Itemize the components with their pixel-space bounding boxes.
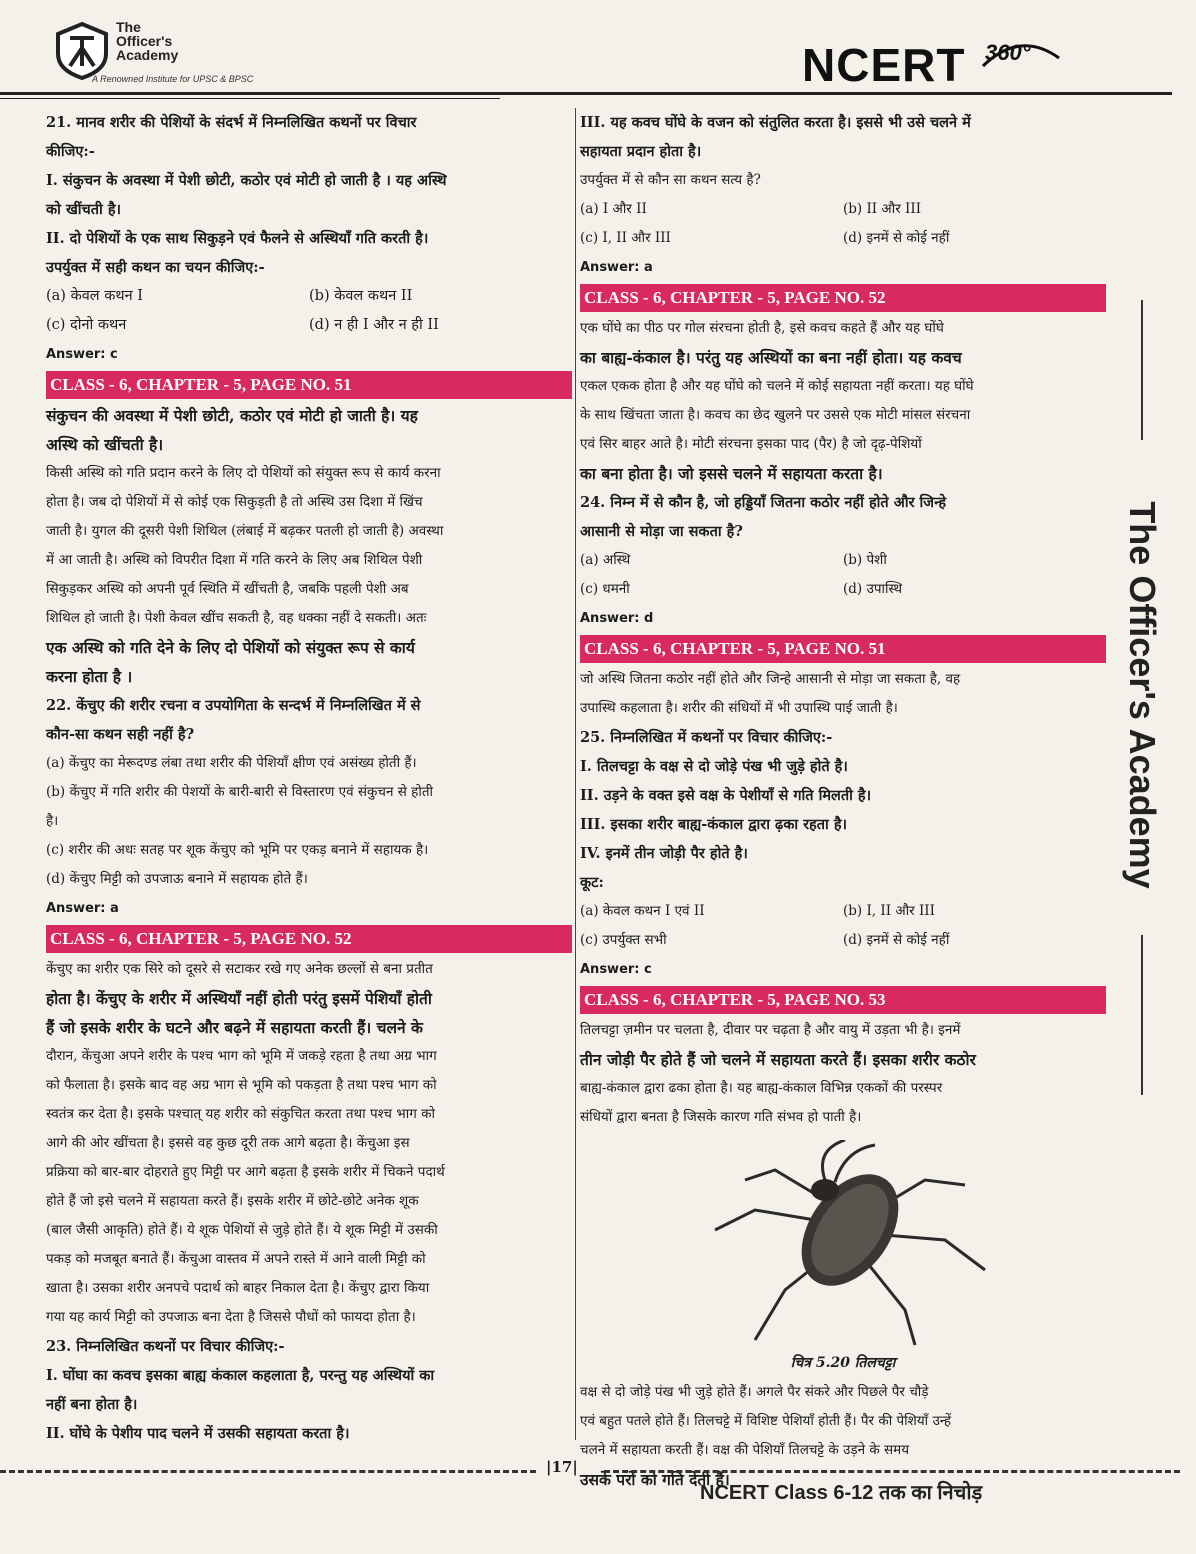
logo-line-3: Academy xyxy=(116,47,179,63)
option: (c) उपर्युक्त सभी xyxy=(580,932,667,948)
figure-caption: चित्र 5.20 तिलचट्टा xyxy=(790,1355,896,1371)
explanation-line: गया यह कार्य मिट्टी को उपजाऊ बना देता है जिससे पौधों को फायदा होता है। xyxy=(46,1309,416,1325)
footer-dash-left xyxy=(0,1470,536,1473)
q25-answer: Answer: c xyxy=(580,962,652,977)
explanation-line: जो अस्थि जितना कठोर नहीं होते और जिन्हे आसानी से मोड़ा जा सकता है, वह xyxy=(580,671,961,687)
logo-line-2: Officer's xyxy=(116,33,173,49)
option: (d) उपास्थि xyxy=(843,581,903,597)
explanation-line: बाह्य-कंकाल द्वारा ढका होता है। यह बाह्य-कंकाल विभिन्न एककों की परस्पर xyxy=(580,1080,943,1096)
option: (c) शरीर की अधः सतह पर शूक केंचुए को भूमि पर एकड़ बनाने में सहायक है। xyxy=(46,842,429,858)
academy-logo xyxy=(52,20,112,80)
explanation-line: एकल एकक होता है और यह घोंघे को चलने में कोई सहायता नहीं करता। यह घोंघे xyxy=(580,378,974,394)
explanation-line: उपास्थि कहलाता है। शरीर की संधियों में भी उपास्थि पाई जाती है। xyxy=(580,700,898,716)
explanation-line: पकड़ को मजबूत बनाते हैं। केंचुआ वास्तव में अपने रास्ते में आने वाली मिट्टी को xyxy=(46,1251,426,1267)
q25-line: 25. निम्नलिखित में कथनों पर विचार कीजिए:- xyxy=(580,729,833,746)
page-number: |17| xyxy=(546,1458,578,1476)
column-divider xyxy=(575,108,576,1440)
explanation-line: तिलचट्टा ज़मीन पर चलता है, दीवार पर चढ़ता है और वायु में उड़ता भी है। इनमें xyxy=(580,1022,961,1038)
explanation-block xyxy=(580,314,1106,488)
q23-line: 23. निम्नलिखित कथनों पर विचार कीजिए:- xyxy=(46,1338,285,1355)
q25-line: III. इसका शरीर बाह्य-कंकाल द्वारा ढ़का रहता है। xyxy=(580,816,848,833)
side-rule-bottom xyxy=(1141,935,1143,1095)
explanation-line: आगे की ओर खींचता है। इससे वह कुछ दूरी तक आगे बढ़ता है। केंचुआ इस xyxy=(46,1135,410,1151)
q24-line: 24. निम्न में से कौन है, जो हड्डियाँ जितना कठोर नहीं होते और जिन्हे xyxy=(580,494,947,511)
option: (b) केवल कथन II xyxy=(309,288,413,304)
explanation-line: चलने में सहायता करती हैं। वक्ष की पेशियाँ तिलचट्टे के उड़ने के समय xyxy=(580,1442,910,1458)
q23-line: नहीं बना होता है। xyxy=(46,1396,138,1413)
q23-answer: Answer: a xyxy=(580,260,653,275)
q25-line: II. उड़ने के वक्त इसे वक्ष के पेशीयाँ से गति मिलती है। xyxy=(580,787,872,804)
q21-line: को खींचती है। xyxy=(46,201,122,218)
explanation-block xyxy=(580,1016,1106,1132)
chapter-banner: CLASS - 6, CHAPTER - 5, PAGE NO. 52 xyxy=(46,925,572,953)
q21-options xyxy=(46,282,572,340)
explanation-line: एक घोंघे का पीठ पर गोल संरचना होती है, इसे कवच कहते हैं और यह घोंघे xyxy=(580,320,944,336)
side-text-label: The Officer's Academy xyxy=(1122,501,1163,889)
explanation-line: किसी अस्थि को गति प्रदान करने के लिए दो पेशियों को संयुक्त रूप से कार्य करना xyxy=(46,465,441,481)
q21-line: 21. मानव शरीर की पेशियों के संदर्भ में निम्नलिखित कथनों पर विचार xyxy=(46,114,417,131)
q25-line: IV. इनमें तीन जोड़ी पैर होते है। xyxy=(580,845,748,862)
option: (a) केंचुए का मेरूदण्ड लंबा तथा शरीर की पेशियाँ क्षीण एवं असंख्य होती हैं। xyxy=(46,755,417,771)
side-academy-text xyxy=(1112,470,1172,920)
option: (d) न ही I और न ही II xyxy=(309,317,439,333)
explanation-line: केंचुए का शरीर एक सिरे को दूसरे से सटाकर रखे गए अनेक छल्लों से बना प्रतीत xyxy=(46,961,433,977)
explanation-line: को फैलाता है। इसके बाद वह अग्र भाग से भूमि को पकड़ता है तथा पश्च भाग को xyxy=(46,1077,437,1093)
explanation-bold-line: अस्थि को खींचती है। xyxy=(46,435,164,454)
explanation-line: सिकुड़कर अस्थि को अपनी पूर्व स्थिति में खींचती है, जबकि पहली पेशी अब xyxy=(46,581,409,597)
explanation-line: होता है। जब दो पेशियों में से कोई एक सिकुड़ती है तो अस्थि उस दिशा में खिंच xyxy=(46,494,423,510)
option: (a) केवल कथन I xyxy=(46,288,143,304)
cockroach-figure xyxy=(580,1140,1106,1352)
cockroach-icon xyxy=(675,1140,1005,1350)
q23-line: III. यह कवच घोंघे के वजन को संतुलित करता है। इससे भी उसे चलने में xyxy=(580,114,971,131)
left-column xyxy=(46,108,572,1448)
brand-title: NCERT xyxy=(802,39,966,91)
explanation-line: के साथ खिंचता जाता है। कवच का छेद खुलने पर उससे एक मोटी मांसल संरचना xyxy=(580,407,971,423)
option: (b) पेशी xyxy=(843,552,887,568)
explanation-line: खाता है। उसका शरीर अनपचे पदार्थ को बाहर निकाल देता है। केंचुए द्वारा किया xyxy=(46,1280,430,1296)
chapter-banner: CLASS - 6, CHAPTER - 5, PAGE NO. 53 xyxy=(580,986,1106,1014)
explanation-bold-line: एक अस्थि को गति देने के लिए दो पेशियों को संयुक्त रूप से कार्य xyxy=(46,638,415,657)
q21-answer: Answer: c xyxy=(46,347,118,362)
option: (c) I, II और III xyxy=(580,230,671,246)
side-rule-top xyxy=(1141,300,1143,440)
explanation-bold-line: होता है। केंचुए के शरीर में अस्थियाँ नहीं होती परंतु इसमें पेशियाँ होती xyxy=(46,989,432,1008)
q21-line: कीजिए:- xyxy=(46,143,95,160)
option: (b) I, II और III xyxy=(843,903,935,919)
explanation-bold-line: का बना होता है। जो इससे चलने में सहायता करता है। xyxy=(580,464,883,483)
logo-tagline: A Renowned Institute for UPSC & BPSC xyxy=(92,74,254,84)
logo-line-1: The xyxy=(116,19,141,35)
option: (a) केवल कथन I एवं II xyxy=(580,903,705,919)
explanation-block xyxy=(580,1378,1106,1494)
option: (b) II और III xyxy=(843,201,922,217)
option: (b) केंचुए में गति शरीर की पेशयों के बारी-बारी से विस्तारण एवं संकुचन से होती xyxy=(46,784,434,800)
q24-line: आसानी से मोड़ा जा सकता है? xyxy=(580,523,743,540)
header-rule xyxy=(0,92,1172,95)
q25-options xyxy=(580,897,1106,955)
q25-line: कूट: xyxy=(580,874,604,891)
chapter-banner: CLASS - 6, CHAPTER - 5, PAGE NO. 52 xyxy=(580,284,1106,312)
explanation-bold-line: करना होता है । xyxy=(46,667,133,686)
explanation-line: एवं बहुत पतले होते हैं। तिलचट्टे में विशिष्ट पेशियाँ होती हैं। पैर की पेशियाँ उन्हें xyxy=(580,1413,952,1429)
q23-line: II. घोंघे के पेशीय पाद चलने में उसकी सहायता करता है। xyxy=(46,1425,350,1442)
brand-suffix: 360° xyxy=(985,40,1031,65)
explanation-block xyxy=(46,955,572,1332)
explanation-line: दौरान, केंचुआ अपने शरीर के पश्च भाग को भूमि में जकड़े रहता है तथा अग्र भाग xyxy=(46,1048,437,1064)
explanation-line: स्वतंत्र कर देता है। इसके पश्चात् यह शरीर को संकुचित करता तथा पश्च भाग को xyxy=(46,1106,435,1122)
explanation-line: शिथिल हो जाती है। पेशी केवल खींच सकती है, वह धक्का नहीं दे सकती। अतः xyxy=(46,610,427,626)
explanation-line: प्रक्रिया को बार-बार दोहराते हुए मिट्टी पर आगे बढ़ता है इसके शरीर में चिकने पदार्थ xyxy=(46,1164,445,1180)
q23-line: उपर्युक्त में से कौन सा कथन सत्य है? xyxy=(580,172,761,188)
explanation-line: (बाल जैसी आकृति) होते हैं। ये शूक पेशियों से जुड़े होते हैं। ये शूक मिट्टी में उसकी xyxy=(46,1222,438,1238)
explanation-line: में आ जाती है। अस्थि को विपरीत दिशा में गति करने के लिए अब शिथिल पेशी xyxy=(46,552,423,568)
explanation-line: होते हैं जो इसे चलने में सहायता करते हैं। इसके शरीर में छोटे-छोटे अनेक शूक xyxy=(46,1193,419,1209)
q23-options xyxy=(580,195,1106,253)
q22-line: 22. केंचुए की शरीर रचना व उपयोगिता के सन्दर्भ में निम्नलिखित में से xyxy=(46,697,421,714)
q25-line: I. तिलचट्टा के वक्ष से दो जोड़े पंख भी जुड़े होते है। xyxy=(580,758,848,775)
q22-line: कौन-सा कथन सही नहीं है? xyxy=(46,726,195,743)
q21-line: I. संकुचन के अवस्था में पेशी छोटी, कठोर एवं मोटी हो जाती है । यह अस्थि xyxy=(46,172,447,189)
q23-line: I. घोंघा का कवच इसका बाह्य कंकाल कहलाता है, परन्तु यह अस्थियों का xyxy=(46,1367,435,1384)
option: (a) अस्थि xyxy=(580,552,631,568)
option: (d) केंचुए मिट्टी को उपजाऊ बनाने में सहायक होते हैं। xyxy=(46,871,308,887)
footer-title: NCERT Class 6-12 तक का निचोड़ xyxy=(700,1482,983,1504)
right-column xyxy=(580,108,1106,1494)
option: (a) I और II xyxy=(580,201,647,217)
explanation-bold-line: का बाह्य-कंकाल है। परंतु यह अस्थियों का बना नहीं होता। यह कवच xyxy=(580,348,962,367)
q21-line: उपर्युक्त में सही कथन का चयन कीजिए:- xyxy=(46,259,265,276)
option: (c) दोनो कथन xyxy=(46,317,127,333)
academy-name xyxy=(116,20,178,62)
option: है। xyxy=(46,813,59,829)
explanation-bold-line: संकुचन की अवस्था में पेशी छोटी, कठोर एवं मोटी हो जाती है। यह xyxy=(46,406,418,425)
chapter-banner: CLASS - 6, CHAPTER - 5, PAGE NO. 51 xyxy=(580,635,1106,663)
header-rule-thin xyxy=(0,98,500,99)
q23-line: सहायता प्रदान होता है। xyxy=(580,143,702,160)
explanation-line: जाती है। युगल की दूसरी पेशी शिथिल (लंबाई में बढ़कर पतली हो जाती है) अवस्था xyxy=(46,523,444,539)
option: (d) इनमें से कोई नहीं xyxy=(843,932,950,948)
q24-answer: Answer: d xyxy=(580,611,654,626)
explanation-bold-line: हैं जो इसके शरीर के घटने और बढ़ने में सहायता करती हैं। चलने के xyxy=(46,1018,423,1037)
option: (d) इनमें से कोई नहीं xyxy=(843,230,950,246)
explanation-line: एवं सिर बाहर आते है। मोटी संरचना इसका पाद (पैर) है जो दृढ़-पेशियों xyxy=(580,436,922,452)
q22-answer: Answer: a xyxy=(46,901,119,916)
explanation-bold-line: तीन जोड़ी पैर होते हैं जो चलने में सहायता करते हैं। इसका शरीर कठोर xyxy=(580,1050,976,1069)
chapter-banner: CLASS - 6, CHAPTER - 5, PAGE NO. 51 xyxy=(46,371,572,399)
q24-options xyxy=(580,546,1106,604)
explanation-line: वक्ष से दो जोड़े पंख भी जुड़े होते हैं। अगले पैर संकरे और पिछले पैर चौड़े xyxy=(580,1384,929,1400)
option: (c) धमनी xyxy=(580,581,630,597)
explanation-bold-line: उसके परों को गति देती हैं। xyxy=(580,1470,730,1489)
footer-dash-right xyxy=(604,1470,1180,1473)
q21-line: II. दो पेशियों के एक साथ सिकुड़ने एवं फैलने से अस्थियाँ गति करती है। xyxy=(46,230,429,247)
explanation-line: संधियों द्वारा बनता है जिसके कारण गति संभव हो पाती है। xyxy=(580,1109,862,1125)
